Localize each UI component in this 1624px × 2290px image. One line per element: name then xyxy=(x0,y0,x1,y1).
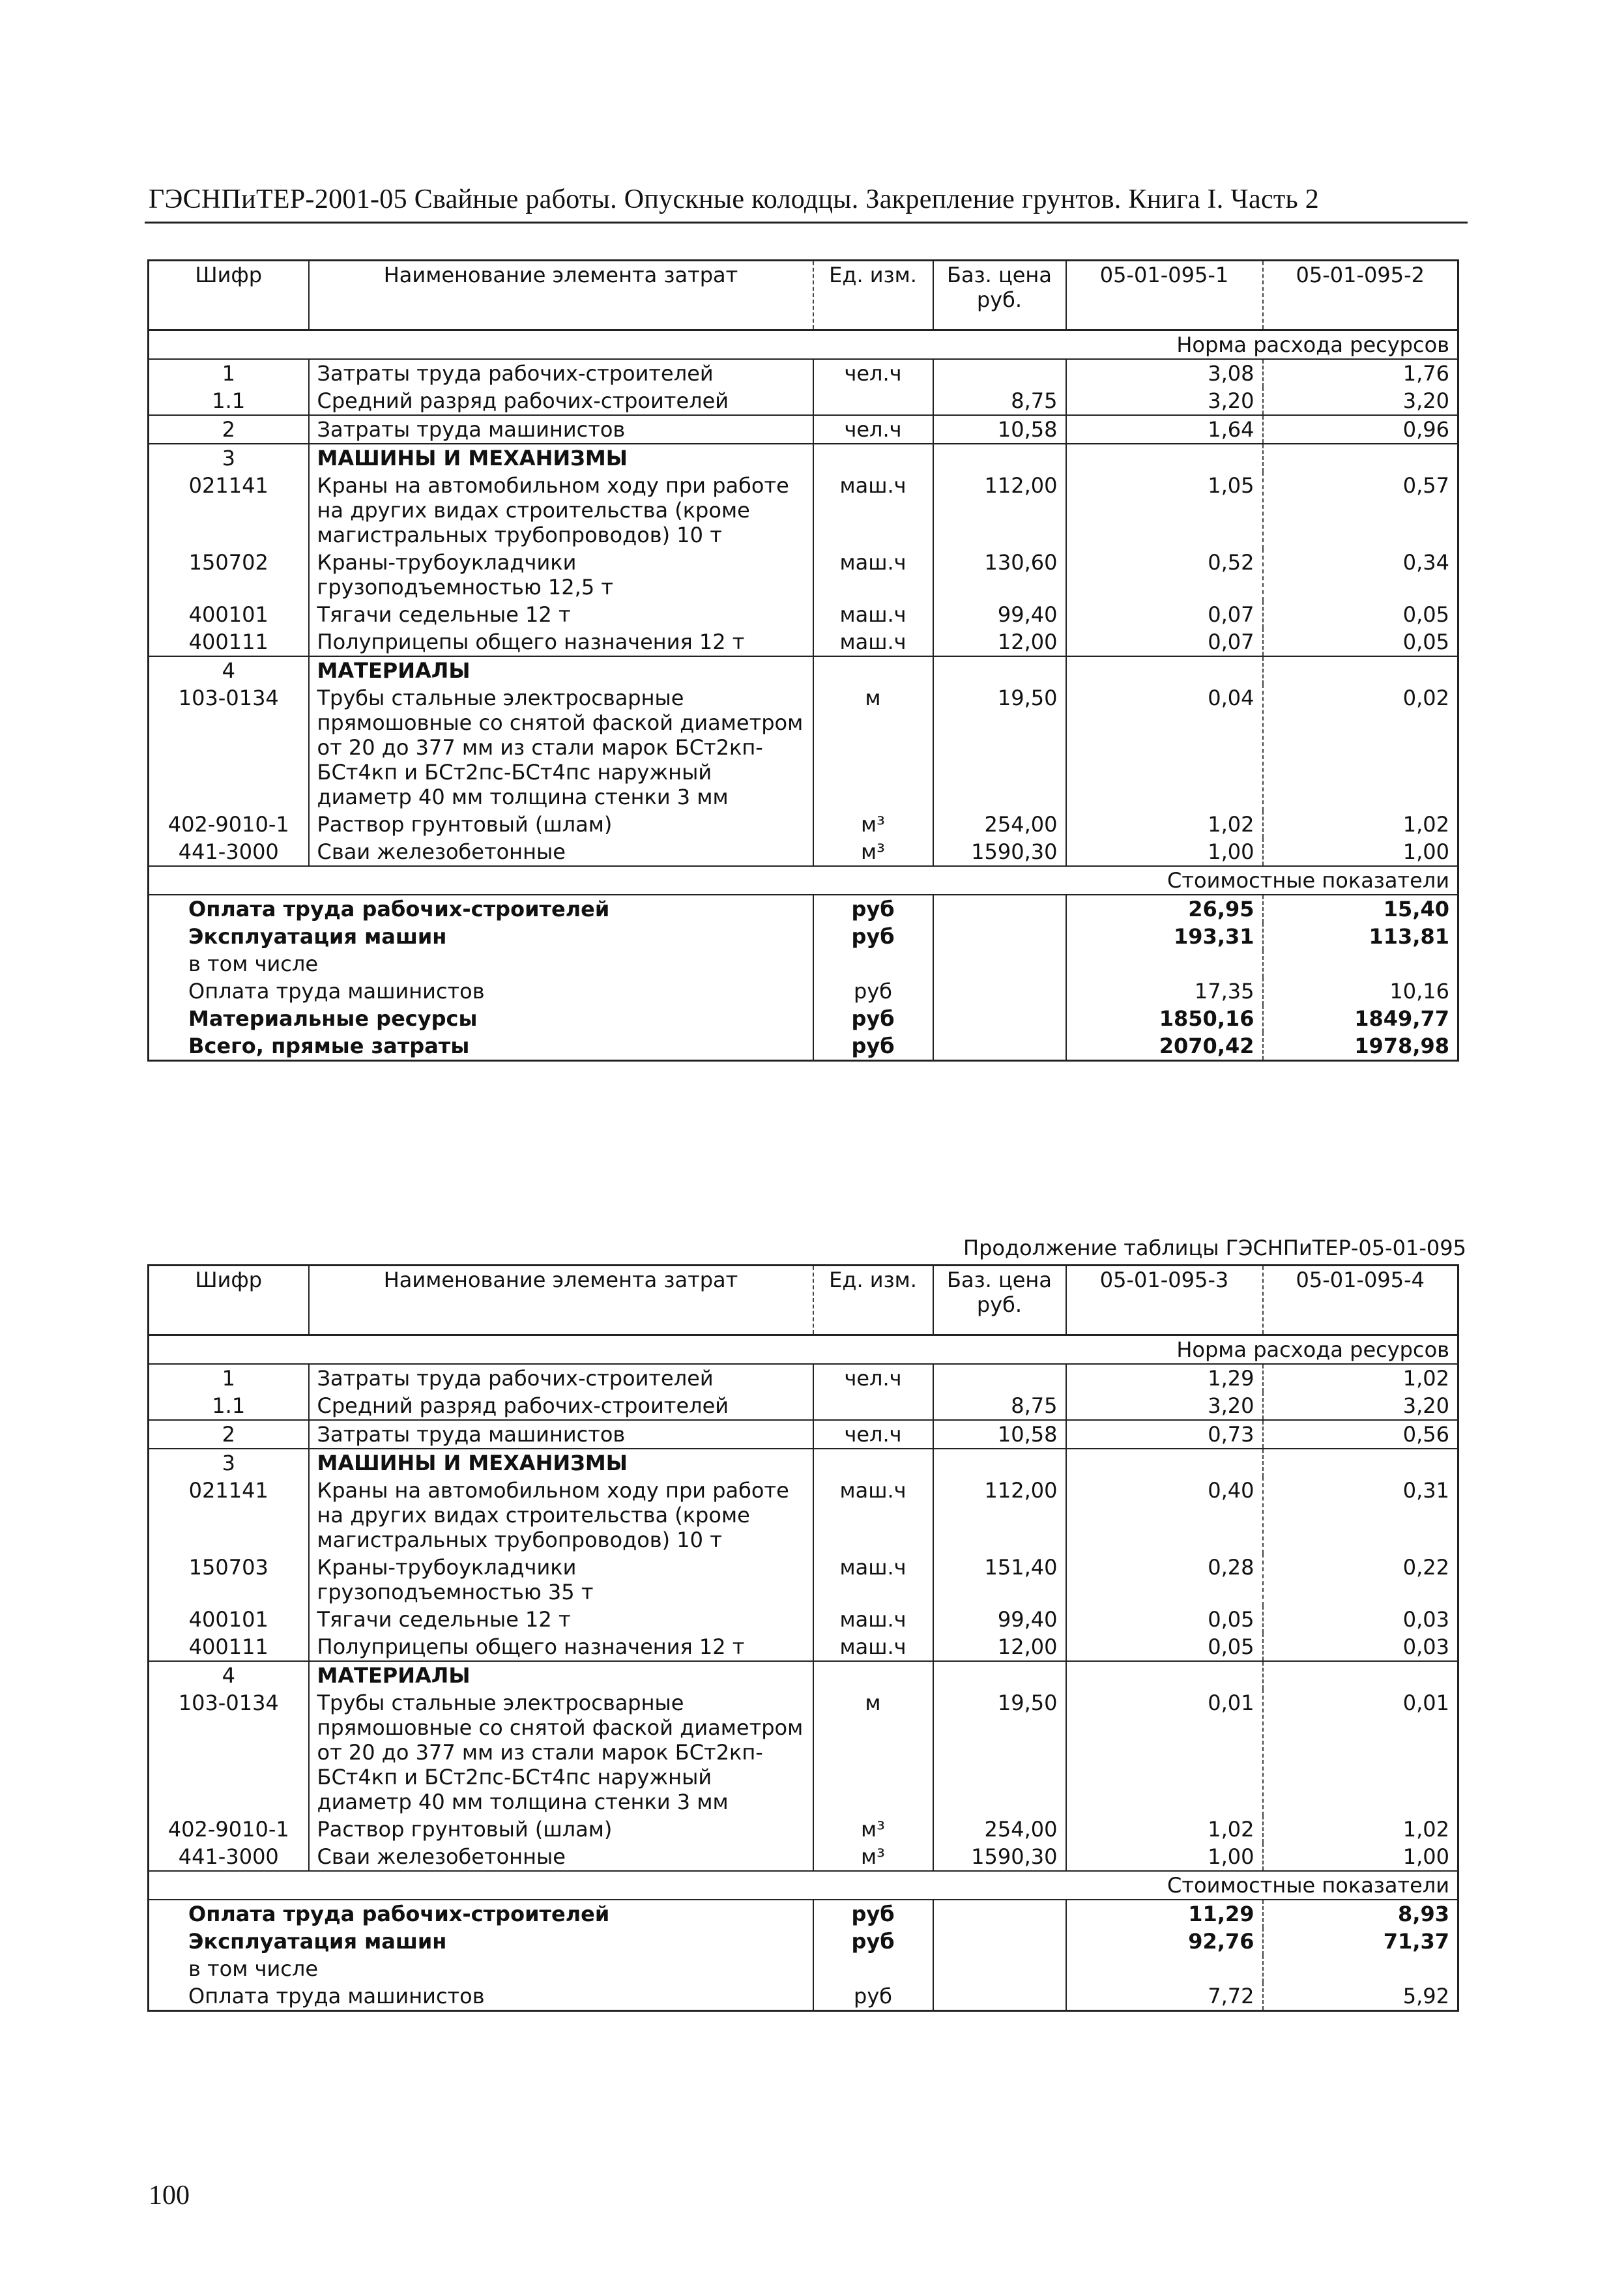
row-value-2: 1,00 xyxy=(1263,838,1458,866)
row-unit: м³ xyxy=(813,1816,933,1843)
cost-row-label: в том числе xyxy=(188,1956,318,1981)
column-header: Ед. изм. xyxy=(813,1266,933,1335)
cost-band-row xyxy=(149,1871,1458,1900)
row-unit xyxy=(813,656,933,684)
table-row xyxy=(149,444,1458,472)
row-base-price: 112,00 xyxy=(933,1477,1066,1554)
cost-row-value-2: 10,16 xyxy=(1263,978,1458,1005)
row-value-2 xyxy=(1263,1661,1458,1689)
row-value-2: 0,57 xyxy=(1263,472,1458,549)
row-name: Раствор грунтовый (шлам) xyxy=(309,1816,813,1843)
row-name: Затраты труда машинистов xyxy=(309,1420,813,1449)
cost-row-label: Оплата труда рабочих-строителей xyxy=(188,1902,610,1926)
row-code: 400111 xyxy=(188,630,268,654)
column-header: Шифр xyxy=(149,261,309,330)
row-unit: маш.ч xyxy=(813,1477,933,1554)
table-row xyxy=(149,1606,1458,1633)
row-value-2: 0,05 xyxy=(1263,628,1458,656)
table-row xyxy=(149,656,1458,684)
row-unit: м³ xyxy=(813,838,933,866)
row-base-price: 151,40 xyxy=(933,1554,1066,1606)
row-value-1: 0,07 xyxy=(1066,601,1263,628)
row-value-1: 3,20 xyxy=(1066,387,1263,415)
cost-row xyxy=(149,978,1458,1005)
row-base-price: 10,58 xyxy=(933,1420,1066,1449)
row-base-price: 19,50 xyxy=(933,684,1066,811)
cost-row-unit: руб xyxy=(813,923,933,950)
cost-row-empty xyxy=(933,978,1066,1005)
row-code: 400101 xyxy=(188,1607,268,1632)
column-header: Баз. цена руб. xyxy=(933,1266,1066,1335)
column-header: Ед. изм. xyxy=(813,261,933,330)
cost-row-unit: руб xyxy=(813,895,933,923)
row-unit: маш.ч xyxy=(813,628,933,656)
cost-row xyxy=(149,1955,1458,1982)
row-value-1: 0,28 xyxy=(1066,1554,1263,1606)
table1-body xyxy=(149,261,1458,1061)
row-base-price xyxy=(933,1364,1066,1392)
cost-row-value-1: 11,29 xyxy=(1066,1900,1263,1928)
row-name: Тягачи седельные 12 т xyxy=(309,601,813,628)
cost-row-unit xyxy=(813,950,933,978)
row-value-1: 3,08 xyxy=(1066,359,1263,387)
column-header: Баз. цена руб. xyxy=(933,261,1066,330)
row-value-2: 1,02 xyxy=(1263,811,1458,838)
row-code: 2 xyxy=(149,415,309,444)
row-name: Краны на автомобильном ходу при работе на других видах строительства (кроме магистральных трубопроводов) 10 т xyxy=(309,1477,813,1554)
row-base-price: 254,00 xyxy=(933,1816,1066,1843)
row-value-2: 0,03 xyxy=(1263,1606,1458,1633)
table-row xyxy=(149,549,1458,601)
header-divider xyxy=(145,222,1468,224)
cost-row xyxy=(149,895,1458,923)
row-unit: чел.ч xyxy=(813,1420,933,1449)
cost-row-empty xyxy=(933,1982,1066,2011)
table-row xyxy=(149,1554,1458,1606)
table-row xyxy=(149,1449,1458,1477)
row-base-price xyxy=(933,444,1066,472)
row-value-1: 0,05 xyxy=(1066,1633,1263,1661)
row-base-price: 254,00 xyxy=(933,811,1066,838)
row-code: 1 xyxy=(222,1366,235,1391)
cost-row-label: Оплата труда рабочих-строителей xyxy=(188,897,610,921)
row-value-2: 1,76 xyxy=(1263,359,1458,387)
row-base-price: 99,40 xyxy=(933,601,1066,628)
row-value-1: 0,05 xyxy=(1066,1606,1263,1633)
row-unit: маш.ч xyxy=(813,601,933,628)
table2-body xyxy=(149,1266,1458,2011)
row-value-2: 0,96 xyxy=(1263,415,1458,444)
norm-label: Норма расхода ресурсов xyxy=(149,1335,1458,1365)
cost-row-empty xyxy=(933,1955,1066,1982)
table-row xyxy=(149,601,1458,628)
row-name: Сваи железобетонные xyxy=(309,838,813,866)
row-value-2: 0,03 xyxy=(1263,1633,1458,1661)
table-row xyxy=(149,838,1458,866)
row-base-price xyxy=(933,359,1066,387)
row-value-2: 0,02 xyxy=(1263,684,1458,811)
cost-row-value-2: 15,40 xyxy=(1263,895,1458,923)
row-name: МАТЕРИАЛЫ xyxy=(309,656,813,684)
cost-row-value-1: 193,31 xyxy=(1066,923,1263,950)
row-name: Затраты труда машинистов xyxy=(309,415,813,444)
norm-band-row xyxy=(149,1335,1458,1365)
cost-row-empty xyxy=(933,1032,1066,1061)
row-code: 150702 xyxy=(188,550,268,575)
column-header: Наименование элемента затрат xyxy=(309,1266,813,1335)
cost-row-value-2: 113,81 xyxy=(1263,923,1458,950)
row-code: 4 xyxy=(149,656,309,684)
column-header: 05-01-095-2 xyxy=(1263,261,1458,330)
row-name: Краны на автомобильном ходу при работе на других видах строительства (кроме магистральных трубопроводов) 10 т xyxy=(309,472,813,549)
row-code: 4 xyxy=(149,1661,309,1689)
norm-band-row xyxy=(149,330,1458,360)
cost-row-value-2: 1978,98 xyxy=(1263,1032,1458,1061)
cost-row-value-1: 26,95 xyxy=(1066,895,1263,923)
table-row xyxy=(149,1689,1458,1816)
cost-row-value-2: 5,92 xyxy=(1263,1982,1458,2011)
cost-row-label: Оплата труда машинистов xyxy=(188,1984,485,2008)
resource-table-1 xyxy=(147,259,1459,1062)
row-base-price: 12,00 xyxy=(933,1633,1066,1661)
table-row xyxy=(149,811,1458,838)
cost-row-empty xyxy=(933,923,1066,950)
row-name: Раствор грунтовый (шлам) xyxy=(309,811,813,838)
row-code: 400111 xyxy=(188,1634,268,1659)
cost-row-unit: руб xyxy=(813,978,933,1005)
cost-row xyxy=(149,1982,1458,2011)
row-base-price xyxy=(933,1661,1066,1689)
row-base-price xyxy=(933,656,1066,684)
row-name: Тягачи седельные 12 т xyxy=(309,1606,813,1633)
cost-row-value-1: 2070,42 xyxy=(1066,1032,1263,1061)
row-value-2: 0,56 xyxy=(1263,1420,1458,1449)
table-row xyxy=(149,1843,1458,1871)
table-row xyxy=(149,1420,1458,1449)
continuation-caption: Продолжение таблицы ГЭСНПиТЕР-05-01-095 xyxy=(963,1236,1466,1260)
table-row xyxy=(149,472,1458,549)
row-value-2: 0,31 xyxy=(1263,1477,1458,1554)
cost-row-label: Оплата труда машинистов xyxy=(188,979,485,1004)
row-code: 1.1 xyxy=(212,1393,246,1418)
row-code: 103-0134 xyxy=(178,686,279,710)
cost-row-empty xyxy=(933,950,1066,978)
row-base-price: 1590,30 xyxy=(933,1843,1066,1871)
cost-row-value-1: 92,76 xyxy=(1066,1928,1263,1955)
row-code: 021141 xyxy=(188,473,268,498)
row-code: 441-3000 xyxy=(178,839,279,864)
row-name: Полуприцепы общего назначения 12 т xyxy=(309,1633,813,1661)
cost-row xyxy=(149,1928,1458,1955)
row-value-2: 0,01 xyxy=(1263,1689,1458,1816)
row-code: 402-9010-1 xyxy=(167,1817,289,1842)
cost-row-unit xyxy=(813,1955,933,1982)
row-value-1: 0,73 xyxy=(1066,1420,1263,1449)
row-unit xyxy=(813,444,933,472)
cost-row-unit: руб xyxy=(813,1982,933,2011)
cost-row-empty xyxy=(933,1928,1066,1955)
row-base-price: 19,50 xyxy=(933,1689,1066,1816)
cost-row-empty xyxy=(933,1005,1066,1032)
row-code: 400101 xyxy=(188,602,268,627)
row-base-price xyxy=(933,1449,1066,1477)
row-value-2: 1,00 xyxy=(1263,1843,1458,1871)
table-header-row xyxy=(149,261,1458,330)
row-unit: м xyxy=(813,684,933,811)
cost-row-unit: руб xyxy=(813,1900,933,1928)
row-base-price: 12,00 xyxy=(933,628,1066,656)
row-unit: чел.ч xyxy=(813,1364,933,1392)
cost-row-value-1: 17,35 xyxy=(1066,978,1263,1005)
row-unit: м³ xyxy=(813,811,933,838)
row-code: 021141 xyxy=(188,1478,268,1503)
row-code: 441-3000 xyxy=(178,1844,279,1869)
row-base-price: 8,75 xyxy=(933,387,1066,415)
row-value-2: 3,20 xyxy=(1263,387,1458,415)
row-name: МАТЕРИАЛЫ xyxy=(309,1661,813,1689)
row-value-1: 0,04 xyxy=(1066,684,1263,811)
row-code: 3 xyxy=(149,444,309,472)
row-name: Затраты труда рабочих-строителей xyxy=(309,359,813,387)
row-code: 1.1 xyxy=(212,388,246,413)
row-unit xyxy=(813,1392,933,1420)
cost-row-value-1 xyxy=(1066,1955,1263,1982)
row-value-2 xyxy=(1263,656,1458,684)
row-code: 103-0134 xyxy=(178,1690,279,1715)
row-value-2 xyxy=(1263,1449,1458,1477)
cost-row-value-1: 1850,16 xyxy=(1066,1005,1263,1032)
row-unit: маш.ч xyxy=(813,1606,933,1633)
row-value-1 xyxy=(1066,656,1263,684)
row-name: Краны-трубоукладчики грузоподъемностью 35 т xyxy=(309,1554,813,1606)
row-value-1: 1,29 xyxy=(1066,1364,1263,1392)
row-value-1: 0,07 xyxy=(1066,628,1263,656)
row-unit xyxy=(813,1661,933,1689)
cost-row xyxy=(149,950,1458,978)
cost-row-value-2: 8,93 xyxy=(1263,1900,1458,1928)
row-value-1: 0,01 xyxy=(1066,1689,1263,1816)
column-header: 05-01-095-3 xyxy=(1066,1266,1263,1335)
row-value-2: 0,22 xyxy=(1263,1554,1458,1606)
row-code: 3 xyxy=(149,1449,309,1477)
cost-label: Стоимостные показатели xyxy=(149,866,1458,895)
table-row xyxy=(149,1633,1458,1661)
row-value-1 xyxy=(1066,1449,1263,1477)
cost-band-row xyxy=(149,866,1458,895)
column-header: Наименование элемента затрат xyxy=(309,261,813,330)
row-value-1: 0,52 xyxy=(1066,549,1263,601)
table-row xyxy=(149,1816,1458,1843)
row-base-price: 130,60 xyxy=(933,549,1066,601)
cost-row-label: Материальные ресурсы xyxy=(188,1006,478,1031)
cost-label: Стоимостные показатели xyxy=(149,1871,1458,1900)
table-row xyxy=(149,387,1458,415)
cost-row xyxy=(149,923,1458,950)
row-name: Краны-трубоукладчики грузоподъемностью 12,5 т xyxy=(309,549,813,601)
row-value-2: 1,02 xyxy=(1263,1364,1458,1392)
row-value-1 xyxy=(1066,444,1263,472)
row-value-1: 3,20 xyxy=(1066,1392,1263,1420)
cost-row-label: Эксплуатация машин xyxy=(188,924,447,949)
row-name: МАШИНЫ И МЕХАНИЗМЫ xyxy=(309,1449,813,1477)
cost-row-label: Эксплуатация машин xyxy=(188,1929,447,1954)
row-value-2: 1,02 xyxy=(1263,1816,1458,1843)
cost-row-value-2: 71,37 xyxy=(1263,1928,1458,1955)
row-base-price: 99,40 xyxy=(933,1606,1066,1633)
row-value-1: 0,40 xyxy=(1066,1477,1263,1554)
row-unit: м xyxy=(813,1689,933,1816)
row-unit: чел.ч xyxy=(813,359,933,387)
row-value-1: 1,64 xyxy=(1066,415,1263,444)
row-name: Полуприцепы общего назначения 12 т xyxy=(309,628,813,656)
row-unit xyxy=(813,387,933,415)
row-value-1: 1,00 xyxy=(1066,1843,1263,1871)
row-value-1: 1,00 xyxy=(1066,838,1263,866)
cost-row-label: в том числе xyxy=(188,951,318,976)
cost-row-value-2 xyxy=(1263,950,1458,978)
cost-row-unit: руб xyxy=(813,1032,933,1061)
row-unit: маш.ч xyxy=(813,1633,933,1661)
row-code: 402-9010-1 xyxy=(167,812,289,837)
cost-row-empty xyxy=(933,895,1066,923)
norm-label: Норма расхода ресурсов xyxy=(149,330,1458,360)
row-value-2: 0,34 xyxy=(1263,549,1458,601)
cost-row xyxy=(149,1005,1458,1032)
cost-row-value-1: 7,72 xyxy=(1066,1982,1263,2011)
resource-table-2 xyxy=(147,1264,1459,2012)
row-name: Средний разряд рабочих-строителей xyxy=(309,1392,813,1420)
page-number: 100 xyxy=(149,2181,190,2210)
cost-row-unit: руб xyxy=(813,1928,933,1955)
row-value-1 xyxy=(1066,1661,1263,1689)
cost-row-empty xyxy=(933,1900,1066,1928)
row-base-price: 1590,30 xyxy=(933,838,1066,866)
table-row xyxy=(149,684,1458,811)
row-base-price: 112,00 xyxy=(933,472,1066,549)
table-row xyxy=(149,359,1458,387)
column-header: 05-01-095-1 xyxy=(1066,261,1263,330)
table-row xyxy=(149,1477,1458,1554)
row-unit: маш.ч xyxy=(813,549,933,601)
row-value-2: 3,20 xyxy=(1263,1392,1458,1420)
row-base-price: 10,58 xyxy=(933,415,1066,444)
row-name: Затраты труда рабочих-строителей xyxy=(309,1364,813,1392)
cost-row-value-2 xyxy=(1263,1955,1458,1982)
row-unit: маш.ч xyxy=(813,472,933,549)
table-header-row xyxy=(149,1266,1458,1335)
page-header-title: ГЭСНПиТЕР-2001-05 Свайные работы. Опускные колодцы. Закрепление грунтов. Книга I. Часть 2 xyxy=(149,184,1320,214)
row-name: Трубы стальные электросварные прямошовные со снятой фаской диаметром от 20 до 377 мм из стали марок БСт2кп-БСт4кп и БСт2пс-БСт4пс наружный диаметр 40 мм толщина стенки 3 мм xyxy=(309,684,813,811)
cost-row-unit: руб xyxy=(813,1005,933,1032)
row-code: 1 xyxy=(222,361,235,386)
row-unit: чел.ч xyxy=(813,415,933,444)
cost-row xyxy=(149,1900,1458,1928)
table-row xyxy=(149,628,1458,656)
row-value-1: 1,02 xyxy=(1066,1816,1263,1843)
cost-row xyxy=(149,1032,1458,1061)
column-header: 05-01-095-4 xyxy=(1263,1266,1458,1335)
cost-row-value-2: 1849,77 xyxy=(1263,1005,1458,1032)
column-header: Шифр xyxy=(149,1266,309,1335)
row-name: Трубы стальные электросварные прямошовные со снятой фаской диаметром от 20 до 377 мм из стали марок БСт2кп-БСт4кп и БСт2пс-БСт4пс наружный диаметр 40 мм толщина стенки 3 мм xyxy=(309,1689,813,1816)
row-value-2: 0,05 xyxy=(1263,601,1458,628)
table-row xyxy=(149,1364,1458,1392)
table-row xyxy=(149,415,1458,444)
row-name: МАШИНЫ И МЕХАНИЗМЫ xyxy=(309,444,813,472)
table-row xyxy=(149,1392,1458,1420)
row-name: Сваи железобетонные xyxy=(309,1843,813,1871)
row-value-2 xyxy=(1263,444,1458,472)
cost-row-label: Всего, прямые затраты xyxy=(188,1034,470,1058)
table-row xyxy=(149,1661,1458,1689)
row-name: Средний разряд рабочих-строителей xyxy=(309,387,813,415)
cost-row-value-1 xyxy=(1066,950,1263,978)
row-value-1: 1,05 xyxy=(1066,472,1263,549)
row-base-price: 8,75 xyxy=(933,1392,1066,1420)
row-code: 2 xyxy=(149,1420,309,1449)
row-unit: м³ xyxy=(813,1843,933,1871)
row-value-1: 1,02 xyxy=(1066,811,1263,838)
row-unit: маш.ч xyxy=(813,1554,933,1606)
row-code: 150703 xyxy=(188,1555,268,1580)
row-unit xyxy=(813,1449,933,1477)
